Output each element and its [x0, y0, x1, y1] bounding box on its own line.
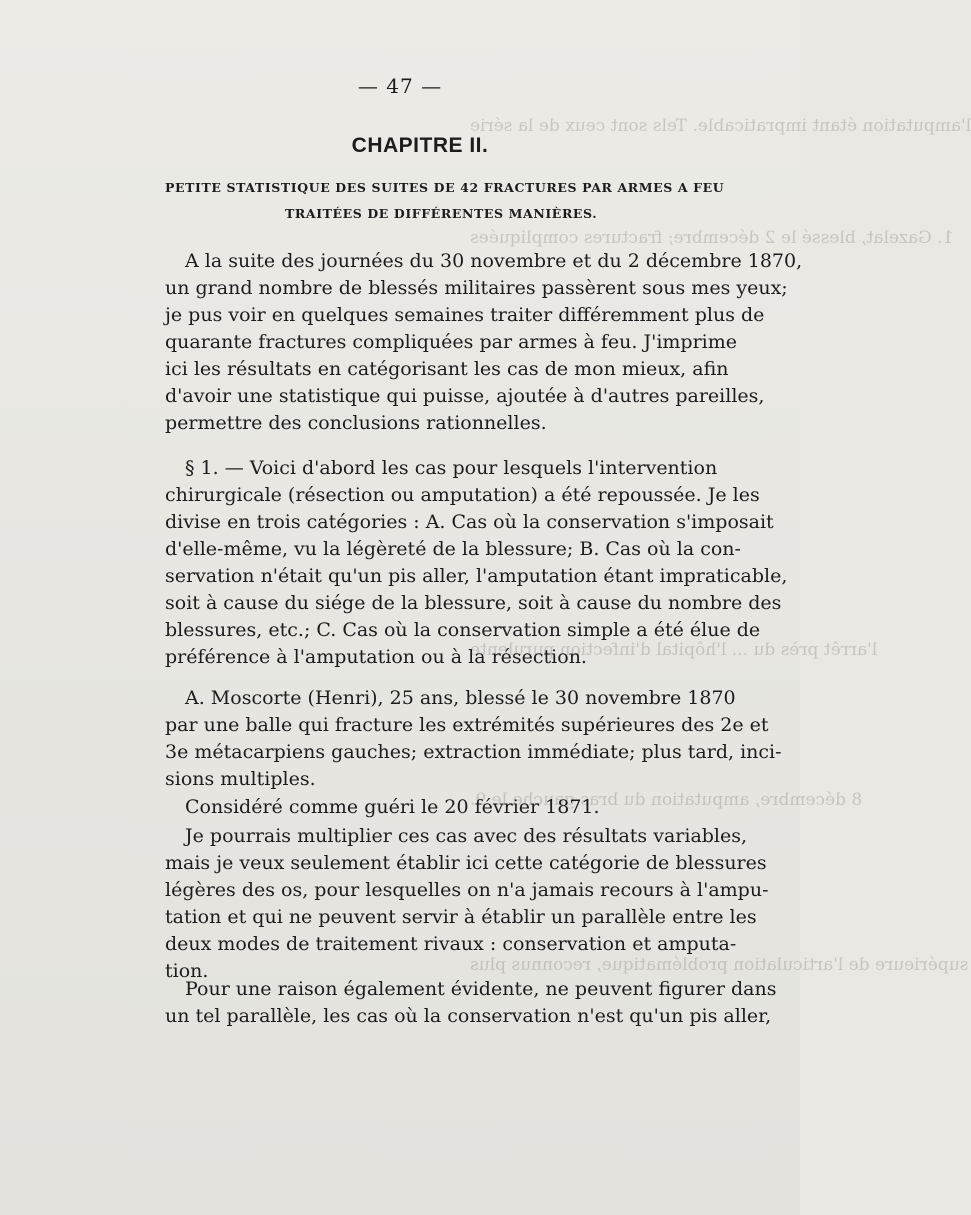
- text-line: Pour une raison également évidente, ne peuvent figurer dans: [185, 978, 777, 1000]
- text-line: blessures, etc.; C. Cas où la conservation simple a été élue de: [165, 619, 761, 641]
- page-number: — 47 —: [357, 74, 443, 98]
- text-line: mais je veux seulement établir ici cette catégorie de blessures: [165, 852, 767, 874]
- text-line: 3e métacarpiens gauches; extraction immédiate; plus tard, inci-: [165, 741, 782, 763]
- text-line: servation n'était qu'un pis aller, l'amputation étant impraticable,: [165, 565, 788, 587]
- show-through-text: 8 décembre, amputation du bras gauche le 9.: [470, 790, 863, 810]
- text-line: je pus voir en quelques semaines traiter différemment plus de: [165, 304, 765, 326]
- text-line: § 1. — Voici d'abord les cas pour lesquels l'intervention: [185, 457, 718, 479]
- show-through-text: l'arrêt près du ... l'hôpital d'infection purulente: [470, 640, 878, 660]
- show-through-text: supérieure de l'articulation problématique, reconnus plus: [470, 955, 969, 975]
- text-line: d'elle-même, vu la légèreté de la blessure; B. Cas où la con-: [165, 538, 741, 560]
- text-line: Considéré comme guéri le 20 février 1871.: [185, 796, 600, 818]
- text-line: Je pourrais multiplier ces cas avec des résultats variables,: [185, 825, 748, 847]
- text-line: légères des os, pour lesquelles on n'a jamais recours à l'ampu-: [165, 879, 769, 901]
- show-through-text: 1. Gazelat, blessé le 2 décembre; fractures compliquées: [470, 228, 954, 248]
- show-through-text: l'amputation étant impraticable. Tels sont ceux de la série: [470, 116, 971, 136]
- text-line: sions multiples.: [165, 768, 316, 790]
- text-line: chirurgicale (résection ou amputation) a été repoussée. Je les: [165, 484, 760, 506]
- text-line: d'avoir une statistique qui puisse, ajoutée à d'autres pareilles,: [165, 385, 765, 407]
- text-line: un tel parallèle, les cas où la conservation n'est qu'un pis aller,: [165, 1005, 772, 1027]
- text-line: ici les résultats en catégorisant les cas de mon mieux, afin: [165, 358, 729, 380]
- text-line: préférence à l'amputation ou à la résection.: [165, 646, 587, 668]
- chapter-title: CHAPITRE II.: [351, 134, 489, 157]
- chapter-subtitle-line-2: TRAITÉES DE DIFFÉRENTES MANIÈRES.: [285, 206, 598, 221]
- text-line: deux modes de traitement rivaux : conservation et amputa-: [165, 933, 737, 955]
- text-line: un grand nombre de blessés militaires passèrent sous mes yeux;: [165, 277, 788, 299]
- text-line: tation et qui ne peuvent servir à établir un parallèle entre les: [165, 906, 757, 928]
- text-line: A la suite des journées du 30 novembre et du 2 décembre 1870,: [185, 250, 803, 272]
- text-line: soit à cause du siége de la blessure, soit à cause du nombre des: [165, 592, 782, 614]
- text-line: divise en trois catégories : A. Cas où la conservation s'imposait: [165, 511, 774, 533]
- text-line: A. Moscorte (Henri), 25 ans, blessé le 30 novembre 1870: [185, 687, 736, 709]
- text-line: tion.: [165, 960, 209, 982]
- chapter-subtitle-line-1: PETITE STATISTIQUE DES SUITES DE 42 FRACTURES PAR ARMES A FEU: [165, 180, 725, 195]
- text-line: par une balle qui fracture les extrémités supérieures des 2e et: [165, 714, 769, 736]
- text-line: quarante fractures compliquées par armes à feu. J'imprime: [165, 331, 738, 353]
- text-line: permettre des conclusions rationnelles.: [165, 412, 547, 434]
